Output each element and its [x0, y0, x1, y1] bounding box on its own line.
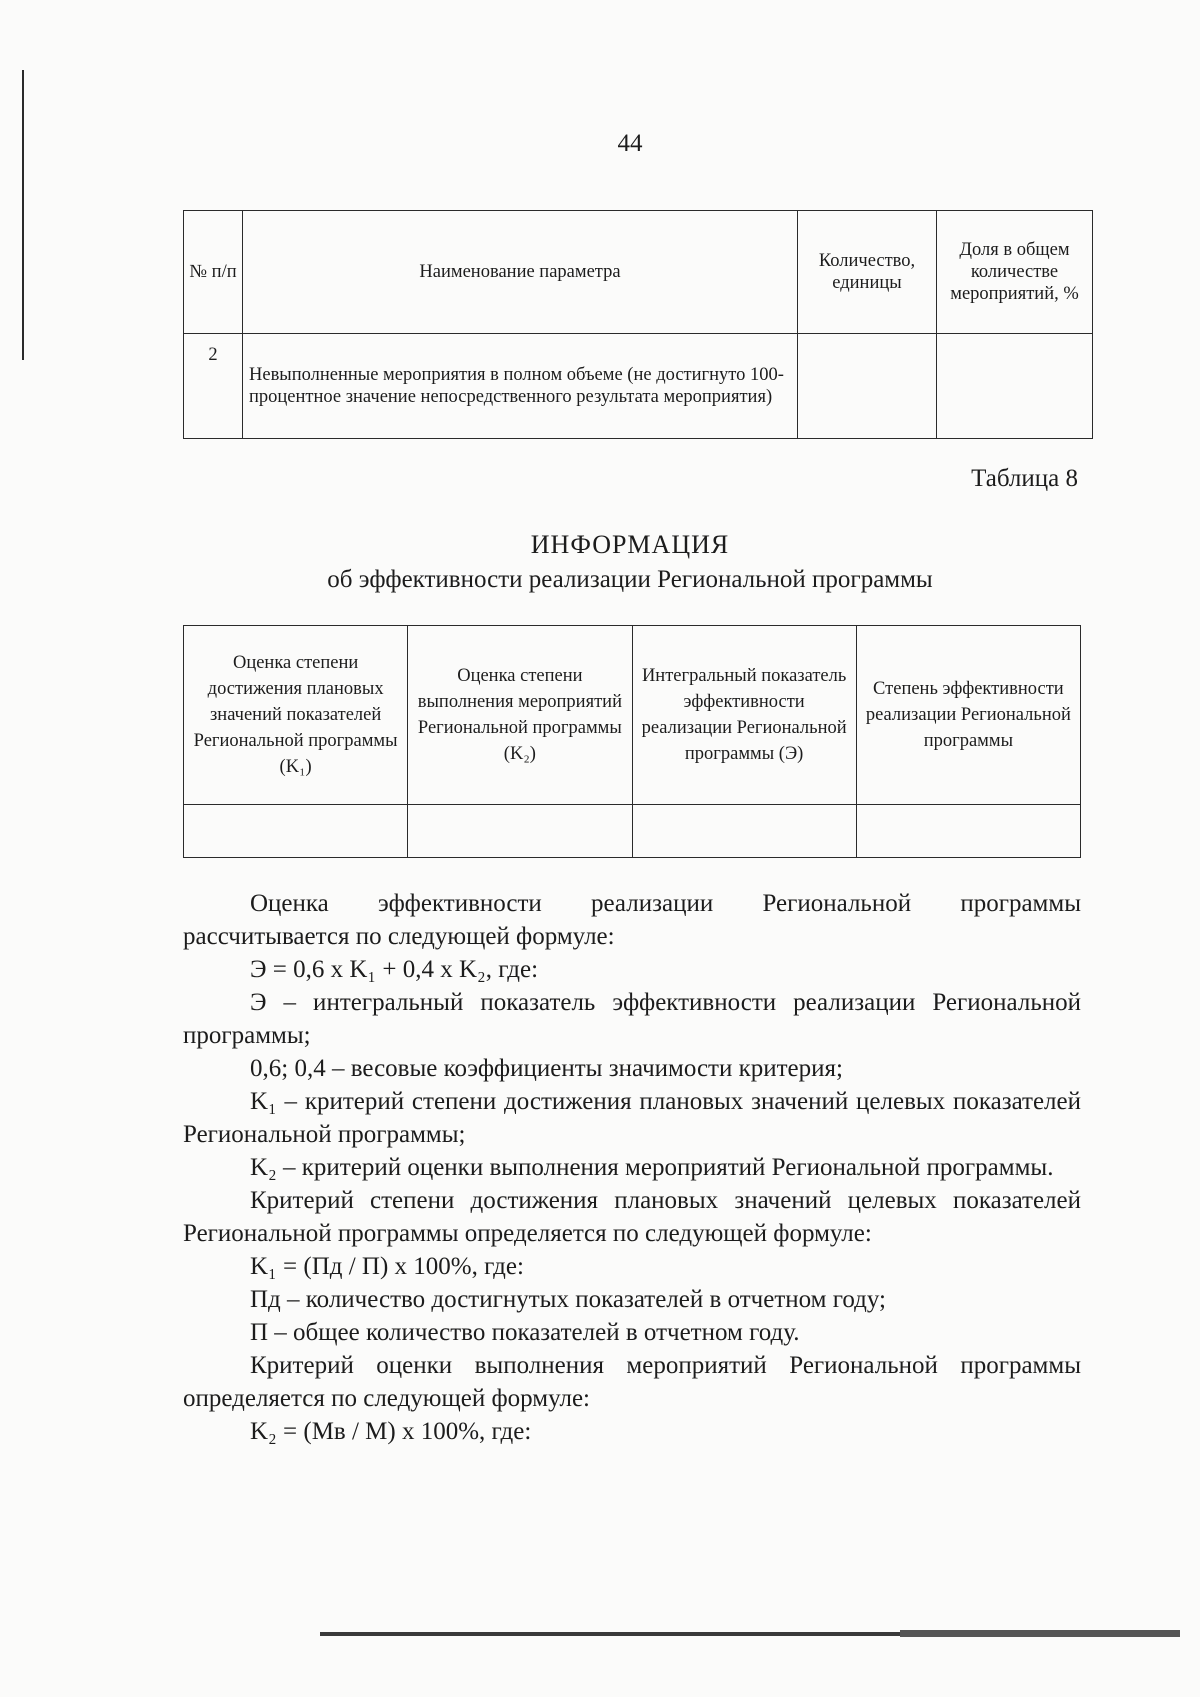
cell-k1	[184, 805, 408, 858]
scan-bottom-edge-dark	[900, 1630, 1180, 1637]
column-header-k2: Оценка степени выполнения мероприятий Региональной программы (K₂)	[408, 626, 632, 805]
column-header-share: Доля в общем количестве мероприятий, %	[937, 211, 1093, 334]
section-title: ИНФОРМАЦИЯ	[530, 530, 730, 559]
definition-p: П – общее количество показателей в отчетном году.	[250, 1319, 800, 1346]
table-row	[184, 805, 1081, 858]
paragraph-intro: Оценка эффективности реализации Региональной программы рассчитывается по следующей формуле:	[183, 890, 1081, 950]
column-header-k1: Оценка степени достижения плановых значений показателей Региональной программы (K₁)	[184, 626, 408, 805]
efficiency-table	[183, 625, 1081, 858]
cell-integral-indicator	[632, 805, 856, 858]
row-share	[937, 334, 1093, 439]
cell-efficiency-degree	[856, 805, 1080, 858]
formula-k1: K₁ = (Пд / П) x 100%, где:	[250, 1253, 524, 1280]
parameters-table	[183, 210, 1093, 439]
column-header-integral-indicator: Интегральный показатель эффективности реализации Региональной программы (Э)	[632, 626, 856, 805]
column-header-quantity: Количество, единицы	[798, 211, 937, 334]
paragraph-k2-criterion: Критерий оценки выполнения мероприятий Региональной программы определяется по следующей формуле:	[183, 1352, 1081, 1412]
table-header-row	[184, 626, 1081, 805]
definition-k1: K₁ – критерий степени достижения плановых значений целевых показателей Региональной программы;	[183, 1088, 1081, 1148]
table-header-row	[184, 211, 1093, 334]
definition-e: Э – интегральный показатель эффективности реализации Региональной программы;	[183, 989, 1081, 1049]
body-text	[183, 887, 1081, 1448]
scan-margin-line	[22, 70, 24, 360]
row-quantity	[798, 334, 937, 439]
section-subtitle: об эффективности реализации Региональной программы	[327, 566, 933, 593]
column-header-efficiency-degree: Степень эффективности реализации Региональной программы	[856, 626, 1080, 805]
formula-e: Э = 0,6 x K₁ + 0,4 x K₂, где:	[250, 956, 539, 983]
definition-weights: 0,6; 0,4 – весовые коэффициенты значимости критерия;	[250, 1055, 843, 1082]
cell-k2	[408, 805, 632, 858]
row-number: 2	[184, 334, 243, 439]
table-caption: Таблица 8	[971, 465, 1078, 492]
definition-k2: K₂ – критерий оценки выполнения мероприятий Региональной программы.	[250, 1154, 1054, 1181]
row-parameter-name: Невыполненные мероприятия в полном объеме (не достигнуто 100-процентное значение непосредственного результата мероприятия)	[243, 334, 798, 439]
paragraph-k1-criterion: Критерий степени достижения плановых значений целевых показателей Региональной программы определяется по следующей формуле:	[183, 1187, 1081, 1247]
column-header-parameter-name: Наименование параметра	[243, 211, 798, 334]
definition-pd: Пд – количество достигнутых показателей в отчетном году;	[250, 1286, 886, 1313]
formula-k2: K₂ = (Mв / M) x 100%, где:	[250, 1418, 532, 1445]
page-number: 44	[617, 130, 643, 157]
table-row	[184, 334, 1093, 439]
column-header-number: № п/п	[184, 211, 243, 334]
